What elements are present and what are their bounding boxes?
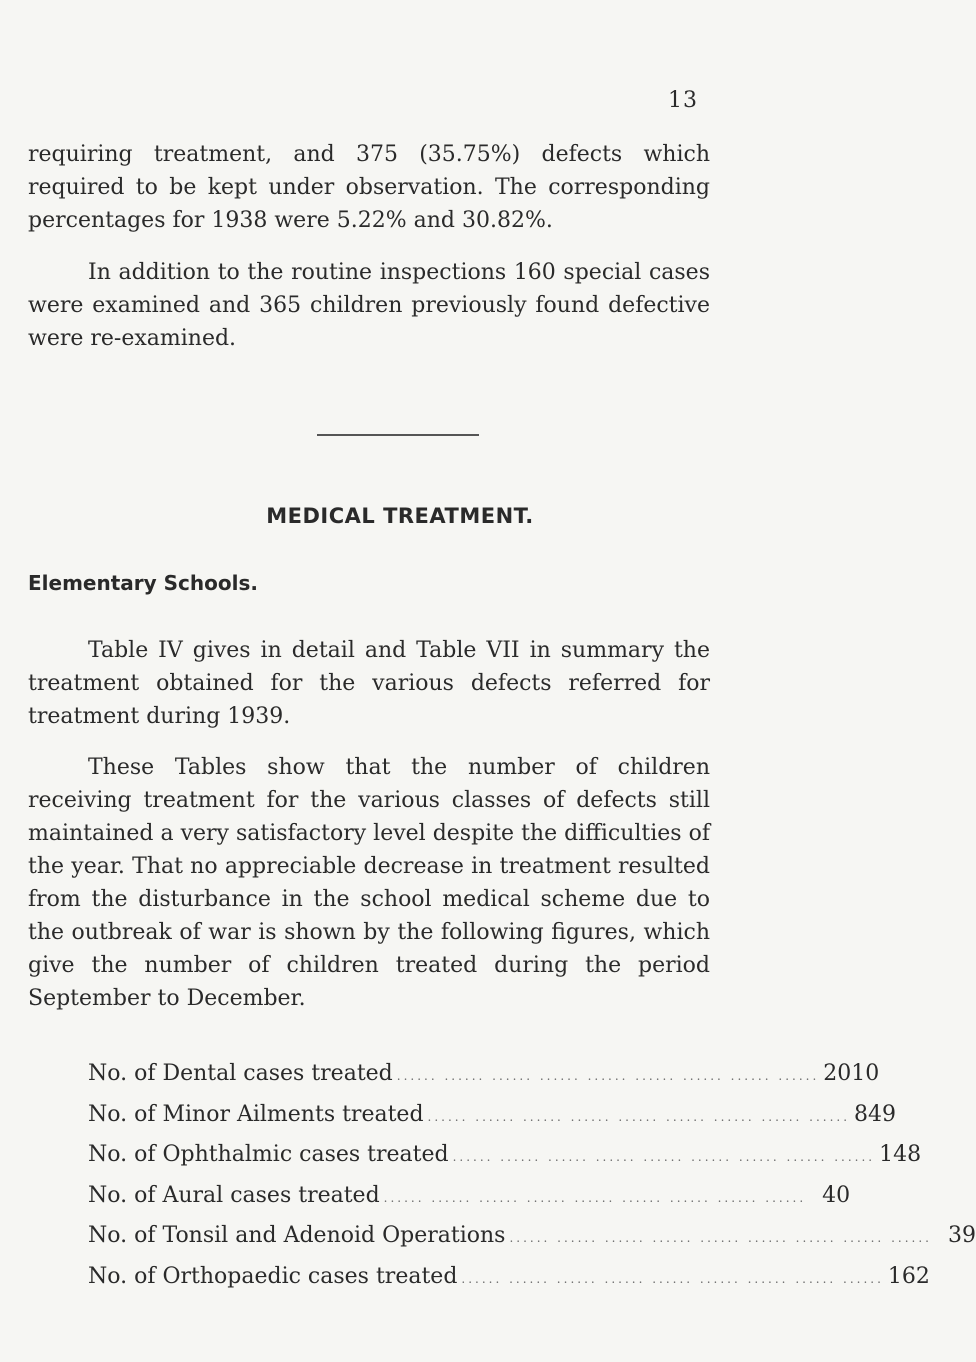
list-item-label: No. of Orthopaedic cases treated — [88, 1263, 458, 1289]
section-heading: MEDICAL TREATMENT. — [266, 504, 534, 528]
list-item-dental — [88, 1061, 880, 1102]
list-item-label: No. of Ophthalmic cases treated — [88, 1142, 449, 1168]
list-item-value: 2010 — [823, 1061, 880, 1086]
leader-dots: ...... ...... ...... ...... ...... ...... ...... ...... ...... — [452, 1150, 876, 1165]
list-item-value: 40 — [822, 1182, 851, 1208]
treatment-figures-list — [88, 1061, 976, 1305]
paragraph-special-cases: In addition to the routine inspections 160 special cases were examined and 365 children previously found defective were re-examined. — [28, 260, 710, 351]
list-item-value: 39 — [947, 1223, 976, 1249]
page-number: 13 — [668, 88, 698, 113]
subsection-heading: Elementary Schools. — [28, 571, 258, 595]
list-item-value: 162 — [887, 1263, 930, 1289]
list-item-tonsil-adenoid — [88, 1223, 976, 1264]
list-item-value: 849 — [854, 1101, 897, 1127]
list-item-value: 148 — [879, 1142, 922, 1168]
paragraph-tables: Table IV gives in detail and Table VII in summary the treatment obtained for the various defects referred for treatment during 1939. — [28, 638, 710, 729]
leader-dots: ...... ...... ...... ...... ...... ...... ...... ...... ...... — [396, 1069, 820, 1083]
list-item-label: No. of Minor Ailments treated — [88, 1101, 424, 1127]
leader-dots: ...... ...... ...... ...... ...... ...... ...... ...... ...... — [427, 1109, 851, 1124]
list-item-aural — [88, 1182, 851, 1224]
list-item-minor-ailments — [88, 1101, 897, 1143]
leader-dots: ...... ...... ...... ...... ...... ...... ...... ...... ...... — [383, 1190, 807, 1205]
list-item-orthopaedic — [88, 1263, 930, 1305]
list-item-label: No. of Dental cases treated — [88, 1061, 393, 1086]
leader-dots: ...... ...... ...... ...... ...... ...... ...... ...... ...... — [461, 1271, 884, 1286]
list-item-label: No. of Tonsil and Adenoid Operations — [88, 1223, 506, 1249]
leader-dots: ...... ...... ...... ...... ...... ...... ...... ...... ...... — [509, 1231, 932, 1246]
list-item-label: No. of Aural cases treated — [88, 1182, 380, 1208]
list-item-ophthalmic — [88, 1142, 922, 1183]
paragraph-war-figures: These Tables show that the number of children receiving treatment for the various classes of defects still maintained a very satisfactory level despite the difficulties of the year. That no appreciable decrease in treatment resulted from the disturbance in the school medical scheme due to the outbreak of war is shown by the following figures, which give the number of children treated during the period September to December. — [28, 755, 710, 1011]
section-divider — [317, 434, 479, 436]
paragraph-percentages: requiring treatment, and 375 (35.75%) defects which required to be kept under observation. The corresponding percentages for 1938 were 5.22% and 30.82%. — [28, 142, 710, 233]
